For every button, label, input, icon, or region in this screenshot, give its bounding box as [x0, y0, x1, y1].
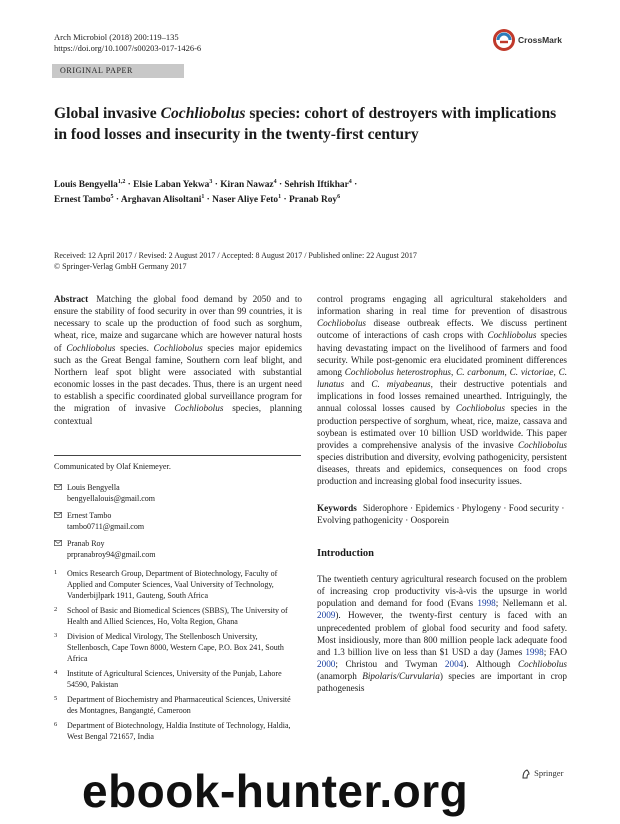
citation-year[interactable]: 2000	[317, 659, 336, 669]
citation-year[interactable]: 1998	[477, 598, 496, 609]
author-affiliation-mark: 4	[273, 178, 277, 185]
affiliation-item	[54, 668, 302, 690]
title-part-2: species: cohort of destroyers with implications in food losses and insecurity in the twenty-first century	[54, 105, 557, 143]
title-genus: Cochliobolus	[160, 105, 246, 122]
copyright: © Springer-Verlag GmbH Germany 2017	[54, 262, 187, 271]
contact-item	[54, 482, 302, 504]
text-run: , their destructive potentials and implications in food losses remained unearthed. Intriguingly, the annual colossal losses caused by	[317, 379, 568, 414]
author-affiliation-mark: 4	[348, 178, 352, 185]
text-run: ). However, the twenty-first century is faced with an unprecedented problem of global food security and food safety. Most insidiously, more than 800 million people lack adequate food and 1.3 billion live on less than $1 USD a day (James	[317, 610, 567, 657]
springer-horse-icon	[520, 768, 532, 780]
affiliation-number: 4	[54, 669, 58, 676]
italic-term: Cochliobolus	[174, 403, 224, 414]
text-run: The twentieth century agricultural research focused on the problem of increasing crop productivity vis-à-vis the upsurge in world population and demand for food (Evans	[317, 573, 567, 609]
affiliation-text: Department of Biochemistry and Pharmaceutical Sciences, Université des Montagnes, Bangangté, Cameroon	[67, 695, 291, 715]
author-name: Sehrish Iftikhar	[284, 180, 349, 190]
text-run: ). Although	[463, 659, 518, 669]
text-run: and	[344, 379, 372, 390]
citation-year[interactable]: 1998	[525, 646, 544, 657]
author-name: Kiran Nawaz	[220, 180, 274, 190]
italic-term: C. lunatus	[317, 366, 567, 390]
author-name: Louis Bengyella	[54, 180, 118, 190]
publisher-name: Springer	[534, 768, 564, 778]
italic-term: Cochliobolus	[517, 439, 567, 450]
abstract-text-right	[317, 293, 567, 488]
author-name: Naser Aliye Feto	[212, 195, 279, 205]
crossmark-icon	[492, 28, 516, 52]
left-column	[54, 293, 302, 427]
contact-item	[54, 538, 302, 560]
contact-email-link[interactable]: prpranabroy94@gmail.com	[67, 550, 156, 559]
author-affiliation-mark: 3	[209, 178, 213, 185]
affiliation-text: Omics Research Group, Department of Biotechnology, Faculty of Applied and Computer Sciences, Vaal University of Technology, Vanderbijlpark 1911, Gauteng, South Africa	[67, 569, 278, 600]
watermark: ebook-hunter.org	[82, 765, 469, 817]
section-heading-introduction: Introduction	[317, 547, 374, 559]
journal-header	[54, 32, 201, 54]
text-run: ; Nellemann et al.	[495, 598, 567, 609]
text-run: control programs engaging all agricultural stakeholders and information sharing in real time for prevention of disastrous	[317, 294, 567, 317]
envelope-icon	[54, 512, 62, 518]
text-run: species distribution and diversity, evolving pathogenicity, persistent diseases, threats and epidemics, consequences on food crops production and increasing global food insecurity issues.	[317, 452, 567, 487]
affiliation-text: Department of Biotechnology, Haldia Institute of Technology, Haldia, West Bengal 721657, India	[67, 721, 291, 741]
author-name: Pranab Roy	[288, 195, 338, 205]
text-run: species major epidemics such as the Great Bengal famine, Southern corn leaf blight, and Northern leaf spot blight were associated with substantial economic losses in the past decades. Thus, there is an urgent need to establish a specific coordinated global surveillance program for the migration of invasive	[54, 342, 302, 414]
crossmark-label: CrossMark	[518, 35, 562, 45]
italic-term: Cochliobolus	[317, 318, 367, 329]
text-run: ; FAO	[543, 646, 568, 657]
italic-term: Bipolaris/Curvularia	[362, 671, 440, 682]
affiliation-text: Division of Medical Virology, The Stellenbosch University, Stellenbosch, Cape Town 8000, Western Cape, P.O. Box 241, South Africa	[67, 632, 284, 663]
envelope-icon	[54, 540, 62, 546]
author-name: Ernest Tambo	[54, 195, 111, 205]
paper-type-banner: ORIGINAL PAPER	[52, 64, 184, 78]
author-affiliation-mark: 5	[110, 193, 114, 200]
affiliation-item	[54, 568, 302, 601]
title-part-1: Global invasive	[54, 105, 161, 122]
text-run: (anamorph	[317, 671, 363, 682]
italic-term: C. victoriae	[509, 366, 554, 377]
keywords-label: Keywords	[317, 502, 357, 513]
contact-email-link[interactable]: bengyellalouis@gmail.com	[67, 494, 156, 503]
introduction-text	[317, 573, 567, 695]
text-run: species.	[115, 342, 154, 353]
affiliation-item	[54, 605, 302, 627]
italic-term: C. miyabeanus	[371, 379, 431, 390]
affiliation-number: 1	[54, 569, 58, 576]
history-dates: Received: 12 April 2017 / Revised: 2 August 2017 / Accepted: 8 August 2017 / Published online: 22 August 2017	[54, 251, 417, 260]
affiliation-number: 3	[54, 632, 58, 639]
italic-term: Cochliobolus	[455, 403, 505, 414]
affiliation-text: School of Basic and Biomedical Sciences (SBBS), The University of Health and Allied Sciences, Ho, Volta Region, Ghana	[67, 606, 288, 626]
affiliation-text: Institute of Agricultural Sciences, University of the Punjab, Lahore 54590, Pakistan	[67, 669, 282, 689]
author-list: Louis Bengyella$^{1,2}$ · Elsie Laban Yekwa$^3$ · Kiran Nawaz$^4$ · Sehrish Iftikhar$^4$ · Ernest Tambo$^5$ · Arghavan Alisoltani$^1$ · Naser Aliye Feto$^1$ · Pranab Roy$^6$	[54, 178, 358, 205]
italic-term: Cochliobolus	[66, 342, 116, 353]
affiliation-list	[54, 568, 302, 746]
text-run: species in the production perspective of sorghum, wheat, rice, maize, cassava and soybean is estimated over 10 billion USD worldwide. This paper provides a comprehensive analysis of the invasive	[317, 403, 567, 450]
text-run: ) species are important in crop pathogenesis	[317, 671, 568, 694]
contact-item	[54, 510, 302, 532]
author-name: Arghavan Alisoltani	[120, 195, 202, 205]
affiliation-number: 6	[54, 721, 58, 728]
footnote-divider	[54, 455, 301, 456]
contact-email-link[interactable]: tambo0711@gmail.com	[67, 522, 145, 531]
italic-term: Cochliobolus	[487, 330, 537, 341]
affiliation-item	[54, 694, 302, 716]
doi-link[interactable]: https://doi.org/10.1007/s00203-017-1426-6	[54, 43, 202, 53]
author-affiliation-mark: 1,2	[117, 178, 126, 185]
keywords-text: Siderophore · Epidemics · Phylogeny · Food security · Evolving pathogenicity · Oosporein	[317, 502, 565, 525]
citation-year[interactable]: 2009	[317, 610, 336, 621]
contact-name: Pranab Roy	[67, 539, 105, 548]
text-run: ; Christou and Twyman	[335, 659, 445, 669]
publication-dates	[54, 250, 574, 272]
right-column	[317, 293, 567, 694]
affiliation-item	[54, 720, 302, 742]
text-run: ,	[553, 366, 559, 377]
author-affiliation-mark: 6	[337, 193, 341, 200]
article-title	[54, 103, 564, 145]
affiliation-number: 2	[54, 606, 58, 613]
text-run: ,	[451, 366, 457, 377]
italic-term: C. carbonum	[456, 366, 505, 377]
author-affiliation-mark: 1	[201, 193, 205, 200]
envelope-icon	[54, 484, 62, 490]
contact-list	[54, 482, 302, 566]
text-run: disease outbreak effects. We discuss pertinent outcome of interactions of cash crops with	[317, 318, 567, 341]
author-affiliation-mark: 1	[278, 193, 282, 200]
text-run: species, planning contextual	[54, 403, 302, 426]
crossmark-badge[interactable]	[492, 28, 572, 54]
publisher-logo	[520, 768, 563, 780]
communicated-by: Communicated by Olaf Kniemeyer.	[54, 462, 171, 471]
text-run: species having devastating impact on the livelihood of farmers and food security. While post-genomic era elucidated prominent differences among	[317, 330, 567, 377]
affiliation-item	[54, 631, 302, 664]
author-name: Elsie Laban Yekwa	[133, 180, 210, 190]
text-run: ,	[504, 366, 510, 377]
affiliation-number: 5	[54, 695, 58, 702]
italic-term: Cochliobolus	[153, 342, 203, 353]
keywords	[317, 502, 567, 526]
italic-term: Cochliobolus heterostrophus	[344, 366, 451, 377]
journal-citation: Arch Microbiol (2018) 200:119–135	[54, 32, 179, 42]
contact-name: Ernest Tambo	[67, 511, 112, 520]
abstract-label: Abstract	[54, 294, 89, 304]
text-run: Matching the global food demand by 2050 and to ensure the stability of food security in over than 99 countries, it is necessary to scale up the production of food such as sorghum, wheat, rice, maize and sugarcane which are however natural hosts of	[54, 294, 302, 353]
contact-name: Louis Bengyella	[67, 483, 120, 492]
citation-year[interactable]: 2004	[444, 659, 464, 669]
abstract-text-left	[54, 293, 302, 427]
italic-term: Cochliobolus	[517, 659, 567, 669]
